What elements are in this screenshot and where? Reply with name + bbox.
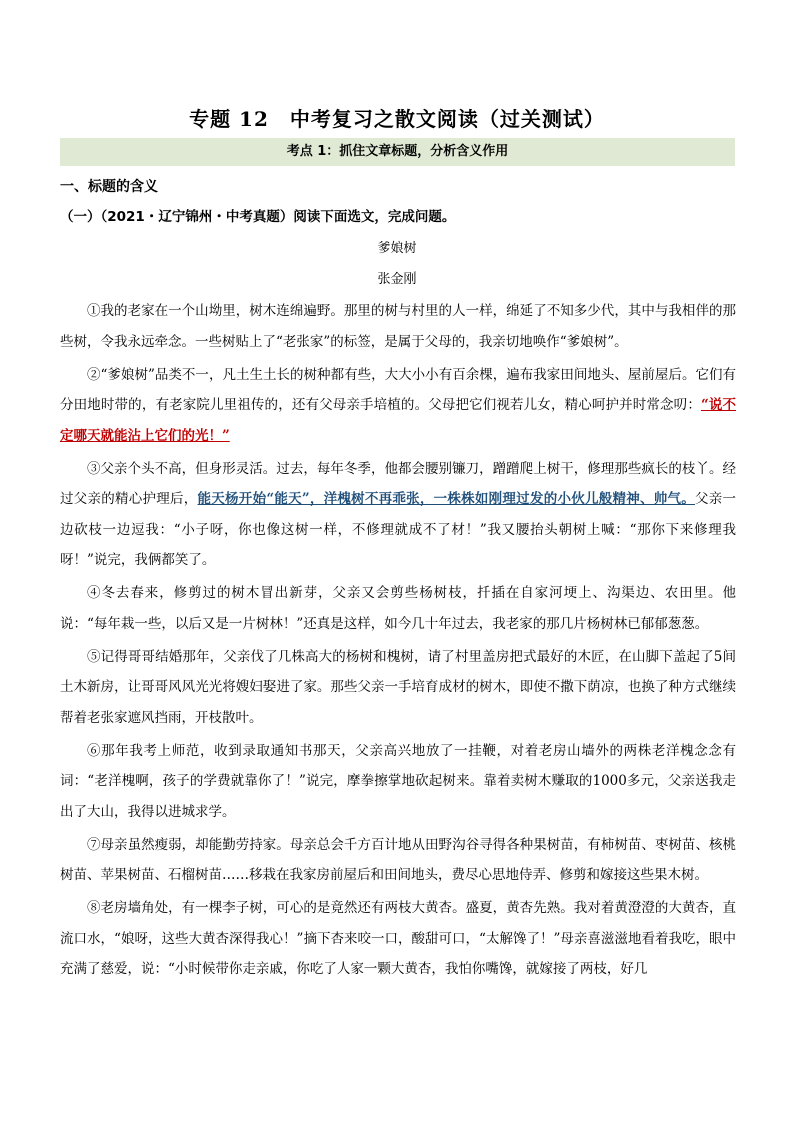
highlighted-quote-red: “说不定哪天就能沾上它们的光！” (60, 397, 737, 444)
paragraph-7: ⑦母亲虽然瘦弱，却能勤劳持家。母亲总会千方百计地从田野沟谷寻得各种果树苗，有柿树苗、枣树苗、核桃树苗、苹果树苗、石榴树苗……移栽在我家房前屋后和田间地头，费尽心思地侍弄、修剪和嫁接这些果木树。 (60, 836, 736, 883)
highlighted-sentence-blue: 能天杨开始“能天”，洋槐树不再乖张，一株株如刚理过发的小伙儿般精神、帅气。 (197, 491, 695, 507)
paragraph-3-text-end: 父亲一边砍枝一边逗我：“小子呀，你也像这树一样，不修理就成不了材！”我又腰抬头朝树上喊：“那你下来修理我呀！”说完，我俩都笑了。 (60, 491, 737, 568)
paragraph-6: ⑥那年我考上师范，收到录取通知书那天，父亲高兴地放了一挂鞭，对着老房山墙外的两株老洋槐念念有词：“老洋槐啊，孩子的学费就靠你了！”说完，摩拳擦掌地砍起树来。靠着卖树木赚取的1000多元，父亲送我走出了大山，我得以进城求学。 (60, 742, 736, 820)
topic-banner: 考点 1：抓住文章标题，分析含义作用 (60, 138, 735, 166)
paragraph-2 (60, 360, 736, 452)
article-title: 爹娘树 (377, 241, 417, 256)
question-intro: （一）（2021・辽宁锦州・中考真题）阅读下面选文，完成问题。 (60, 209, 456, 225)
paragraph-4: ④冬去春来，修剪过的树木冒出新芽，父亲又会剪些杨树枝，扦插在自家河埂上、沟渠边、农田里。他说：“每年栽一些，以后又是一片树林！”还真是这样，如今几十年过去，我老家的那几片杨树林已郁郁葱葱。 (60, 585, 736, 632)
paragraph-3 (60, 454, 736, 576)
paragraph-2-text: ②“爹娘树”品类不一，凡土生土长的树种都有些，大大小小有百余棵，遍布我家田间地头、屋前屋后。它们有分田地时带的，有老家院儿里祖传的，还有父母亲手培植的。父母把它们视若儿女，精心呵护并时常念叨： (60, 366, 736, 413)
section-heading: 一、标题的含义 (60, 179, 158, 195)
page-title: 专题 12 中考复习之散文阅读（过关测试） (189, 107, 605, 131)
paragraph-3-text: ③父亲个头不高，但身形灵活。过去，每年冬季，他都会腰别镰刀，蹭蹭爬上树干，修理那些疯长的枝丫。经过父亲的精心护理后， (60, 460, 736, 507)
paragraph-5: ⑤记得哥哥结婚那年，父亲伐了几株高大的杨树和槐树，请了村里盖房把式最好的木匠，在山脚下盖起了5间土木新房，让哥哥风风光光将嫂妇娶进了家。那些父亲一手培育成材的树木，即使不撒下荫凉，也换了种方式继续帮着老张家遮风挡雨，开枝散叶。 (60, 648, 736, 726)
article-body (60, 296, 736, 987)
paragraph-1: ①我的老家在一个山坳里，树木连绵遍野。那里的树与村里的人一样，绵延了不知多少代，其中与我相伴的那些树，令我永远牵念。一些树贴上了“老张家”的标签，是属于父母的，我亲切地唤作“爹娘树”。 (60, 303, 736, 350)
article-author: 张金刚 (377, 272, 417, 287)
paragraph-8: ⑧老房墙角处，有一棵李子树，可心的是竟然还有两枝大黄杏。盛夏，黄杏先熟。我对着黄澄澄的大黄杏，直流口水，“娘呀，这些大黄杏深得我心！”摘下杏来咬一口，酸甜可口，“太解馋了！”母亲喜滋滋地看着我吃，眼中充满了慈爱，说：“小时候带你走亲戚，你吃了人家一颗大黄杏，我怕你嘴馋，就嫁接了两枝，好几 (60, 900, 736, 977)
